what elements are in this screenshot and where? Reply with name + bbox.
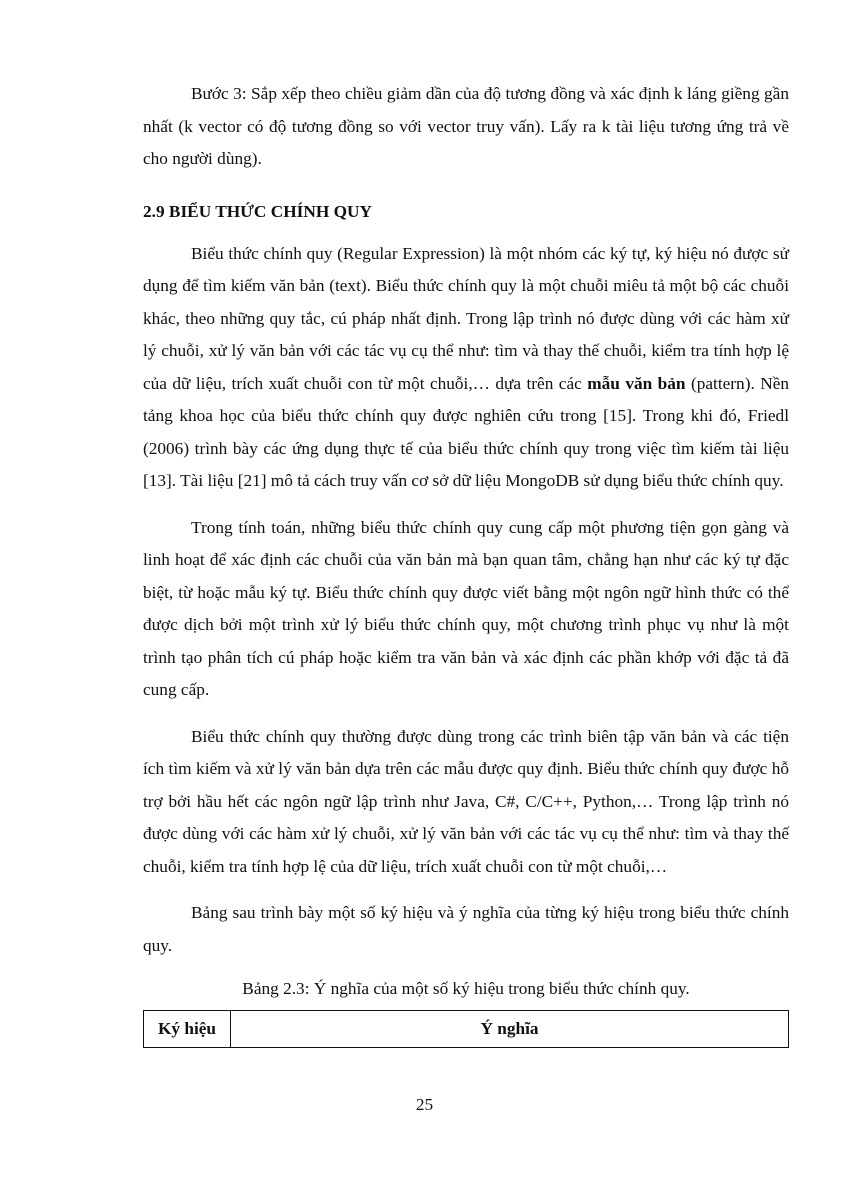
section-heading: 2.9 BIỂU THỨC CHÍNH QUY: [143, 201, 373, 221]
step-3-paragraph: Bước 3: Sắp xếp theo chiều giảm dần của độ tương đồng và xác định k láng giềng gần nhất (k vector có độ tương đồng so với vector truy vấn). Lấy ra k tài liệu tương ứng trả về cho người dùng).: [143, 84, 789, 168]
symbol-meaning-table: [143, 1010, 789, 1048]
table-caption: Bảng 2.3: Ý nghĩa của một số ký hiệu trong biểu thức chính quy.: [242, 979, 690, 998]
table-intro-paragraph: Bảng sau trình bày một số ký hiệu và ý nghĩa của từng ký hiệu trong biểu thức chính quy.: [143, 903, 789, 955]
regex-intro-paragraph: [143, 238, 789, 498]
usage-paragraph: Biểu thức chính quy thường được dùng trong các trình biên tập văn bản và các tiện ích tìm kiếm và xử lý văn bản dựa trên các mẫu được quy định. Biểu thức chính quy được hỗ trợ bởi hầu hết các ngôn ngữ lập trình như Java, C#, C/C++, Python,… Trong lập trình nó được dùng với các hàm xử lý chuỗi, xử lý văn bản với các tác vụ cụ thể như: tìm và thay thế chuỗi, kiểm tra tính hợp lệ của dữ liệu, trích xuất chuỗi con từ một chuỗi,…: [143, 726, 789, 876]
computing-paragraph: Trong tính toán, những biểu thức chính quy cung cấp một phương tiện gọn gàng và linh hoạt để xác định các chuỗi của văn bản mà bạn quan tâm, chẳng hạn như các ký tự đặc biệt, từ hoặc mẫu ký tự. Biểu thức chính quy được viết bằng một ngôn ngữ hình thức có thể được dịch bởi một trình xử lý biểu thức chính quy, một chương trình phục vụ như là một trình tạo phân tích cú pháp hoặc kiểm tra văn bản và xác định các phần khớp với đặc tả đã cung cấp.: [143, 517, 789, 699]
header-meaning: Ý nghĩa: [231, 1011, 789, 1048]
pattern-term: mẫu văn bản: [587, 373, 686, 393]
document-page: [143, 78, 789, 1048]
header-symbol: Ký hiệu: [144, 1011, 231, 1048]
regex-intro-text-2: (pattern). Nền tảng khoa học của biểu thức chính quy được nghiên cứu trong [15]. Trong khi đó, Friedl (2006) trình bày các ứng dụng thực tế của biểu thức chính quy trong việc tìm kiếm tài liệu [13]. Tài liệu [21] mô tả cách truy vấn cơ sở dữ liệu MongoDB sử dụng biểu thức chính quy.: [143, 373, 789, 490]
page-number: 25: [415, 1095, 434, 1114]
table-header-row: [144, 1011, 789, 1048]
regex-intro-text-1: Biểu thức chính quy (Regular Expression) là một nhóm các ký tự, ký hiệu nó được sử dụng để tìm kiếm văn bản (text). Biểu thức chính quy là một chuỗi miêu tả một bộ các chuỗi khác, theo những quy tắc, cú pháp nhất định. Trong lập trình nó được dùng với các hàm xử lý chuỗi, xử lý văn bản với các tác vụ cụ thể như: tìm và thay thế chuỗi, kiểm tra tính hợp lệ của dữ liệu, trích xuất chuỗi con từ một chuỗi,… dựa trên các: [143, 243, 789, 393]
